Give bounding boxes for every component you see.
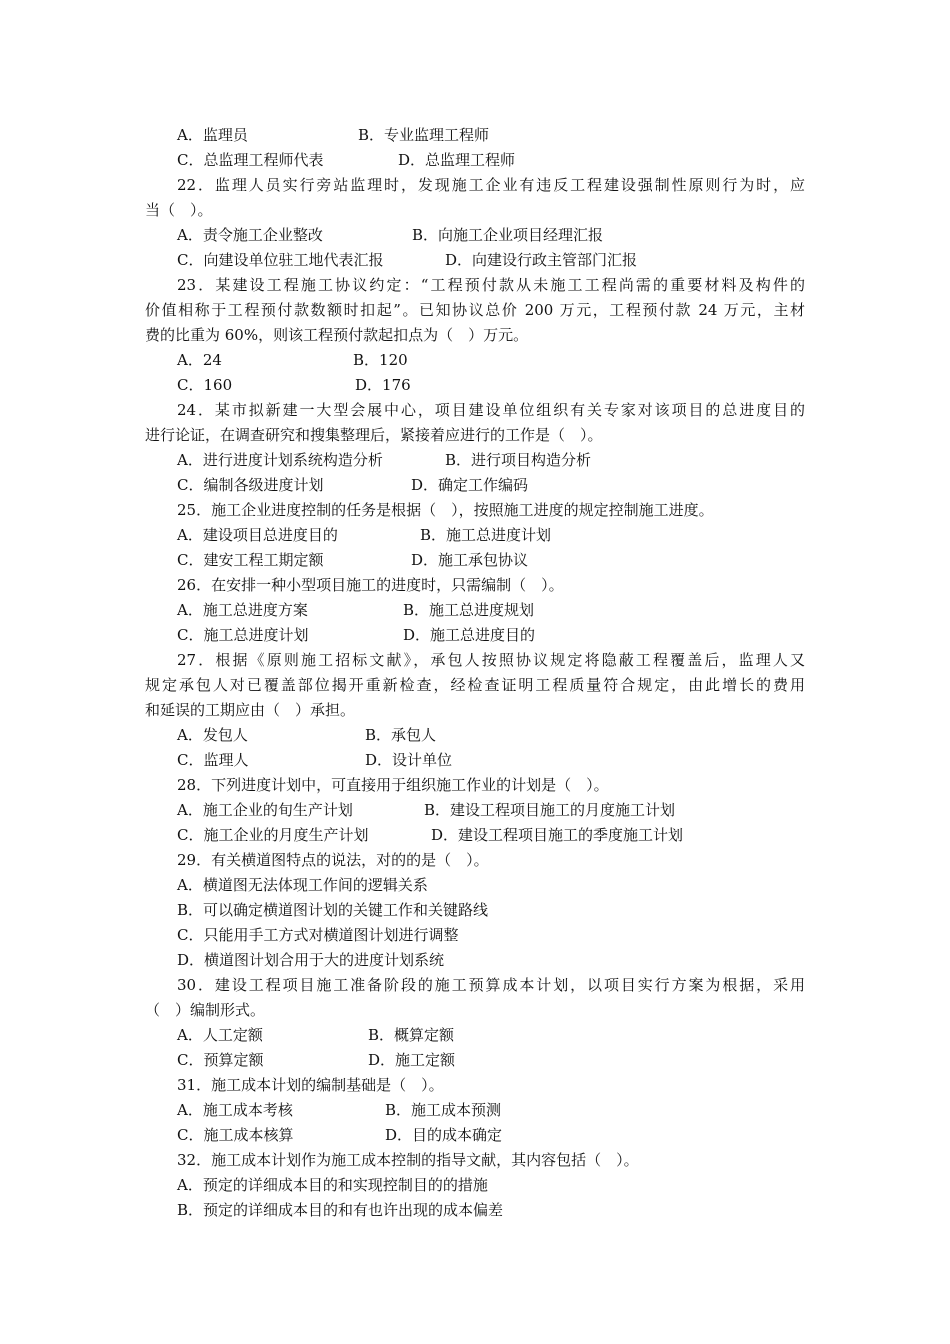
option-d: D．横道图计划合用于大的进度计划系统 — [177, 951, 445, 969]
option-c: C．建安工程工期定额 — [177, 551, 324, 569]
option-d: D．目的成本确定 — [385, 1126, 503, 1144]
option-c: C．160 — [177, 376, 233, 394]
question-30: 30．建设工程项目施工准备阶段的施工预算成本计划，以项目实行方案为根据，采用 — [177, 976, 805, 994]
option-row — [177, 473, 529, 498]
question-27: 27．根据《原则施工招标文献》，承包人按照协议规定将隐蔽工程覆盖后，监理人又 — [177, 651, 805, 669]
option-a: A．发包人 — [177, 726, 248, 744]
option-b: B．施工总进度规划 — [403, 601, 535, 619]
option-c: C．监理人 — [177, 751, 249, 769]
option-row — [177, 348, 408, 373]
option-d: D．总监理工程师 — [398, 151, 516, 169]
option-b: B．专业监理工程师 — [358, 126, 490, 144]
option-a: A．责令施工企业整改 — [177, 226, 323, 244]
option-b: B．建设工程项目施工的月度施工计划 — [424, 801, 676, 819]
question-27-cont: 规定承包人对已覆盖部位揭开重新检查，经检查证明工程质量符合规定，由此增长的费用 — [145, 676, 805, 694]
option-row — [177, 548, 529, 573]
option-d: D．176 — [355, 376, 411, 394]
option-c: C．只能用手工方式对横道图计划进行调整 — [177, 926, 459, 944]
question-23-cont: 价值相称于工程预付款数额时扣起”。已知协议总价 200 万元，工程预付款 24 万元，主材 — [145, 301, 805, 319]
question-32: 32．施工成本计划作为施工成本控制的指导文献，其内容包括（ ）。 — [177, 1151, 639, 1169]
option-b: B．承包人 — [365, 726, 437, 744]
option-d: D．确定工作编码 — [411, 476, 529, 494]
option-a: A．施工企业的旬生产计划 — [177, 801, 353, 819]
option-row — [177, 523, 552, 548]
question-23-cont: 费的比重为 60%，则该工程预付款起扣点为（ ）万元。 — [145, 326, 529, 344]
option-a: A．施工成本考核 — [177, 1101, 293, 1119]
option-d: D．设计单位 — [365, 751, 453, 769]
option-b: B．概算定额 — [368, 1026, 455, 1044]
option-a: A．横道图无法体现工作间的逻辑关系 — [177, 876, 428, 894]
option-row — [177, 798, 676, 823]
option-c: C．总监理工程师代表 — [177, 151, 324, 169]
option-d: D．施工定额 — [368, 1051, 456, 1069]
option-a: A．24 — [177, 351, 222, 369]
option-d: D．向建设行政主管部门汇报 — [445, 251, 638, 269]
option-d: D．施工总进度目的 — [403, 626, 536, 644]
option-b: B．向施工企业项目经理汇报 — [412, 226, 604, 244]
question-30-cont: （ ）编制形式。 — [145, 1001, 266, 1019]
option-b: B．预定的详细成本目的和有也许出现的成本偏差 — [177, 1201, 504, 1219]
option-row — [177, 373, 411, 398]
option-c: C．施工企业的月度生产计划 — [177, 826, 369, 844]
option-row — [177, 1123, 503, 1148]
option-b: B．进行项目构造分析 — [445, 451, 592, 469]
option-row — [177, 448, 592, 473]
option-row — [177, 823, 684, 848]
question-26: 26．在安排一种小型项目施工的进度时，只需编制（ ）。 — [177, 576, 564, 594]
option-row — [177, 598, 535, 623]
option-row — [177, 148, 516, 173]
question-24: 24．某市拟新建一大型会展中心，项目建设单位组织有关专家对该项目的总进度目的 — [177, 401, 805, 419]
option-row — [177, 1023, 455, 1048]
option-d: D．建设工程项目施工的季度施工计划 — [431, 826, 684, 844]
option-b: B．施工总进度计划 — [420, 526, 552, 544]
option-row — [177, 723, 437, 748]
option-row — [177, 748, 453, 773]
option-c: C．预算定额 — [177, 1051, 264, 1069]
option-a: A．监理员 — [177, 126, 248, 144]
question-22-cont: 当（ ）。 — [145, 201, 213, 219]
option-a: A．施工总进度方案 — [177, 601, 308, 619]
option-row — [177, 1048, 456, 1073]
option-b: B．可以确定横道图计划的关键工作和关键路线 — [177, 901, 489, 919]
option-a: A．人工定额 — [177, 1026, 263, 1044]
question-27-cont: 和延误的工期应由（ ）承担。 — [145, 701, 356, 719]
option-a: A．建设项目总进度目的 — [177, 526, 338, 544]
option-c: C．施工总进度计划 — [177, 626, 309, 644]
question-31: 31．施工成本计划的编制基础是（ ）。 — [177, 1076, 444, 1094]
option-row — [177, 1098, 502, 1123]
option-row — [177, 623, 536, 648]
option-row — [177, 223, 604, 248]
option-c: C．施工成本核算 — [177, 1126, 294, 1144]
option-b: B．120 — [353, 351, 408, 369]
option-b: B．施工成本预测 — [385, 1101, 502, 1119]
question-22: 22．监理人员实行旁站监理时，发现施工企业有违反工程建设强制性原则行为时，应 — [177, 176, 805, 194]
question-25: 25．施工企业进度控制的任务是根据（ ），按照施工进度的规定控制施工进度。 — [177, 501, 714, 519]
option-row — [177, 123, 490, 148]
option-a: A．进行进度计划系统构造分析 — [177, 451, 383, 469]
option-d: D．施工承包协议 — [411, 551, 529, 569]
option-row — [177, 248, 638, 273]
option-c: C．向建设单位驻工地代表汇报 — [177, 251, 384, 269]
question-24-cont: 进行论证，在调查研究和搜集整理后，紧接着应进行的工作是（ ）。 — [145, 426, 603, 444]
option-a: A．预定的详细成本目的和实现控制目的的措施 — [177, 1176, 488, 1194]
question-28: 28．下列进度计划中，可直接用于组织施工作业的计划是（ ）。 — [177, 776, 609, 794]
question-23: 23．某建设工程施工协议约定：“工程预付款从未施工工程尚需的重要材料及构件的 — [177, 276, 805, 294]
question-29: 29．有关横道图特点的说法，对的的是（ ）。 — [177, 851, 489, 869]
option-c: C．编制各级进度计划 — [177, 476, 324, 494]
